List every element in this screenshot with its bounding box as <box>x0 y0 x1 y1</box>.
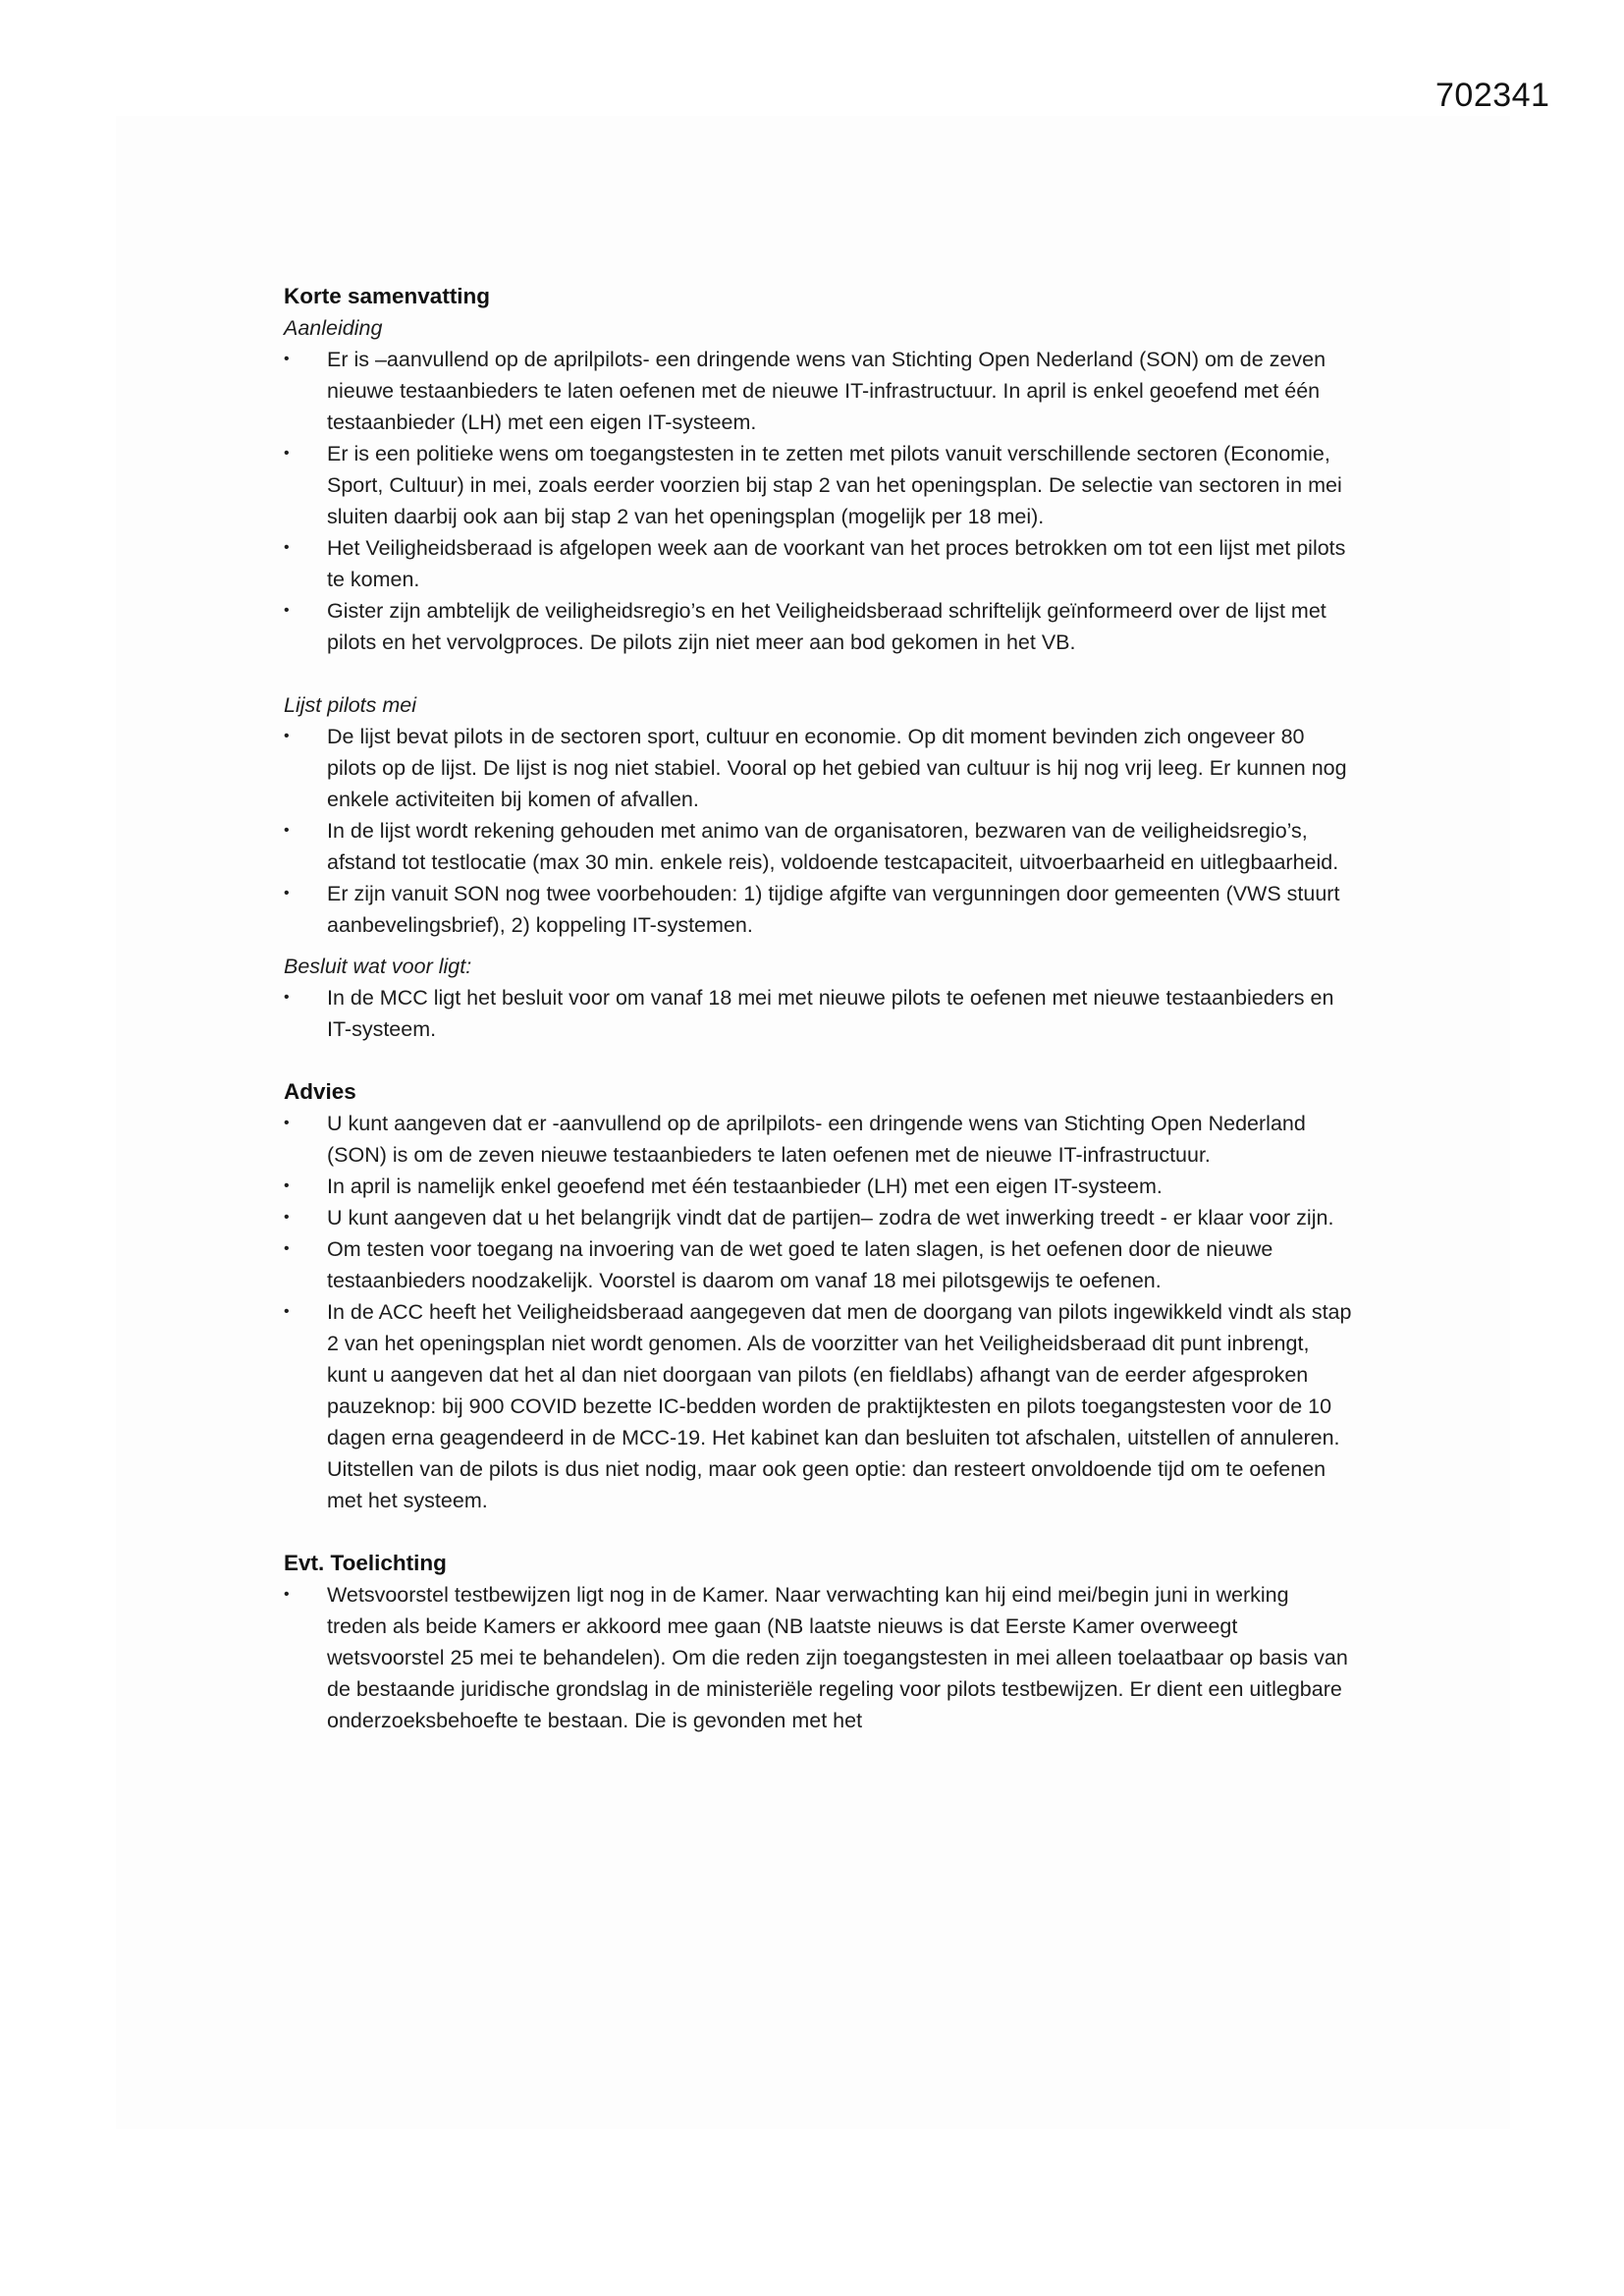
list-item: • Gister zijn ambtelijk de veiligheidsregio’s en het Veiligheidsberaad schriftelijk geïnformeerd over de lijst met pilots en het vervolgproces. De pilots zijn niet meer aan bod gekomen in het VB. <box>284 595 1354 658</box>
bullet-icon: • <box>284 1586 290 1603</box>
list-item: • U kunt aangeven dat er -aanvullend op de aprilpilots- een dringende wens van Stichting Open Nederland (SON) is om de zeven nieuwe testaanbieders te laten oefenen met de nieuwe IT-infrastructuur. <box>284 1108 1354 1171</box>
besluit-list <box>284 982 1354 1045</box>
lijst-pilots-list <box>284 721 1354 941</box>
toelichting-list <box>284 1579 1354 1736</box>
bullet-icon: • <box>284 1303 290 1320</box>
toelichting-section <box>284 1548 1354 1736</box>
list-item: • Het Veiligheidsberaad is afgelopen week aan de voorkant van het proces betrokken om tot een lijst met pilots te komen. <box>284 532 1354 595</box>
besluit-subheading: Besluit wat voor ligt: <box>284 955 472 978</box>
spacer <box>284 1516 1354 1548</box>
bullet-icon: • <box>284 1240 290 1257</box>
document-number: 702341 <box>1435 77 1550 114</box>
list-item: • Er is een politieke wens om toegangstesten in te zetten met pilots vanuit verschillende sectoren (Economie, Sport, Cultuur) in mei, zoals eerder voorzien bij stap 2 van het openingsplan. De selectie van sectoren in mei sluiten daarbij ook aan bij stap 2 van het openingsplan (mogelijk per 18 mei). <box>284 438 1354 532</box>
document-body <box>284 281 1354 1736</box>
bullet-icon: • <box>284 602 290 619</box>
bullet-icon: • <box>284 1115 290 1131</box>
lijst-pilots-subheading: Lijst pilots mei <box>284 693 417 717</box>
list-item: • U kunt aangeven dat u het belangrijk vindt dat de partijen– zodra de wet inwerking treedt - er klaar voor zijn. <box>284 1202 1354 1233</box>
list-item: • Er is –aanvullend op de aprilpilots- een dringende wens van Stichting Open Nederland (SON) om de zeven nieuwe testaanbieders te laten oefenen met de nieuwe IT-infrastructuur. In april is enkel geoefend met één testaanbieder (LH) met een eigen IT-systeem. <box>284 344 1354 438</box>
aanleiding-list <box>284 344 1354 658</box>
bullet-icon: • <box>284 1209 290 1226</box>
list-item: • De lijst bevat pilots in de sectoren sport, cultuur en economie. Op dit moment bevinden zich ongeveer 80 pilots op de lijst. De lijst is nog niet stabiel. Vooral op het gebied van cultuur is hij nog vrij leeg. Er kunnen nog enkele activiteiten bij komen of afvallen. <box>284 721 1354 815</box>
list-item: • Wetsvoorstel testbewijzen ligt nog in de Kamer. Naar verwachting kan hij eind mei/begin juni in werking treden als beide Kamers er akkoord mee gaan (NB laatste nieuws is dat Eerste Kamer overweegt wetsvoorstel 25 mei te behandelen). Om die reden zijn toegangstesten in mei alleen toelaatbaar op basis van de bestaande juridische grondslag in de ministeriële regeling voor pilots testbewijzen. Er dient een uitlegbare onderzoeksbehoefte te bestaan. Die is gevonden met het <box>284 1579 1354 1736</box>
list-item: • Er zijn vanuit SON nog twee voorbehouden: 1) tijdige afgifte van vergunningen door gemeenten (VWS stuurt aanbevelingsbrief), 2) koppeling IT-systemen. <box>284 878 1354 941</box>
bullet-icon: • <box>284 1177 290 1194</box>
bullet-icon: • <box>284 445 290 462</box>
advies-section <box>284 1076 1354 1516</box>
spacer <box>284 941 1354 951</box>
bullet-icon: • <box>284 989 290 1006</box>
bullet-icon: • <box>284 822 290 839</box>
summary-heading: Korte samenvatting <box>284 284 491 308</box>
list-item: • In de MCC ligt het besluit voor om vanaf 18 mei met nieuwe pilots te oefenen met nieuwe testaanbieders en IT-systeem. <box>284 982 1354 1045</box>
aanleiding-subheading: Aanleiding <box>284 316 383 340</box>
bullet-icon: • <box>284 539 290 556</box>
list-item: • In april is namelijk enkel geoefend met één testaanbieder (LH) met een eigen IT-systeem. <box>284 1171 1354 1202</box>
advies-list <box>284 1108 1354 1516</box>
advies-heading: Advies <box>284 1079 356 1104</box>
bullet-icon: • <box>284 728 290 744</box>
spacer <box>284 658 1354 689</box>
bullet-icon: • <box>284 351 290 367</box>
toelichting-heading: Evt. Toelichting <box>284 1551 447 1575</box>
bullet-icon: • <box>284 885 290 902</box>
spacer <box>284 1045 1354 1076</box>
list-item: • In de ACC heeft het Veiligheidsberaad aangegeven dat men de doorgang van pilots ingewikkeld vindt als stap 2 van het openingsplan niet wordt genomen. Als de voorzitter van het Veiligheidsberaad dit punt inbrengt, kunt u aangeven dat het al dan niet doorgaan van pilots (en fieldlabs) afhangt van de eerder afgesproken pauzeknop: bij 900 COVID bezette IC-bedden worden de praktijktesten en pilots toegangstesten voor de 10 dagen erna geagendeerd in de MCC-19. Het kabinet kan dan besluiten tot afschalen, uitstellen of annuleren. Uitstellen van de pilots is dus niet nodig, maar ook geen optie: dan resteert onvoldoende tijd om te oefenen met het systeem. <box>284 1296 1354 1516</box>
list-item: • Om testen voor toegang na invoering van de wet goed te laten slagen, is het oefenen door de nieuwe testaanbieders noodzakelijk. Voorstel is daarom om vanaf 18 mei pilotsgewijs te oefenen. <box>284 1233 1354 1296</box>
list-item: • In de lijst wordt rekening gehouden met animo van de organisatoren, bezwaren van de veiligheidsregio’s, afstand tot testlocatie (max 30 min. enkele reis), voldoende testcapaciteit, uitvoerbaarheid en uitlegbaarheid. <box>284 815 1354 878</box>
summary-section <box>284 281 1354 1045</box>
